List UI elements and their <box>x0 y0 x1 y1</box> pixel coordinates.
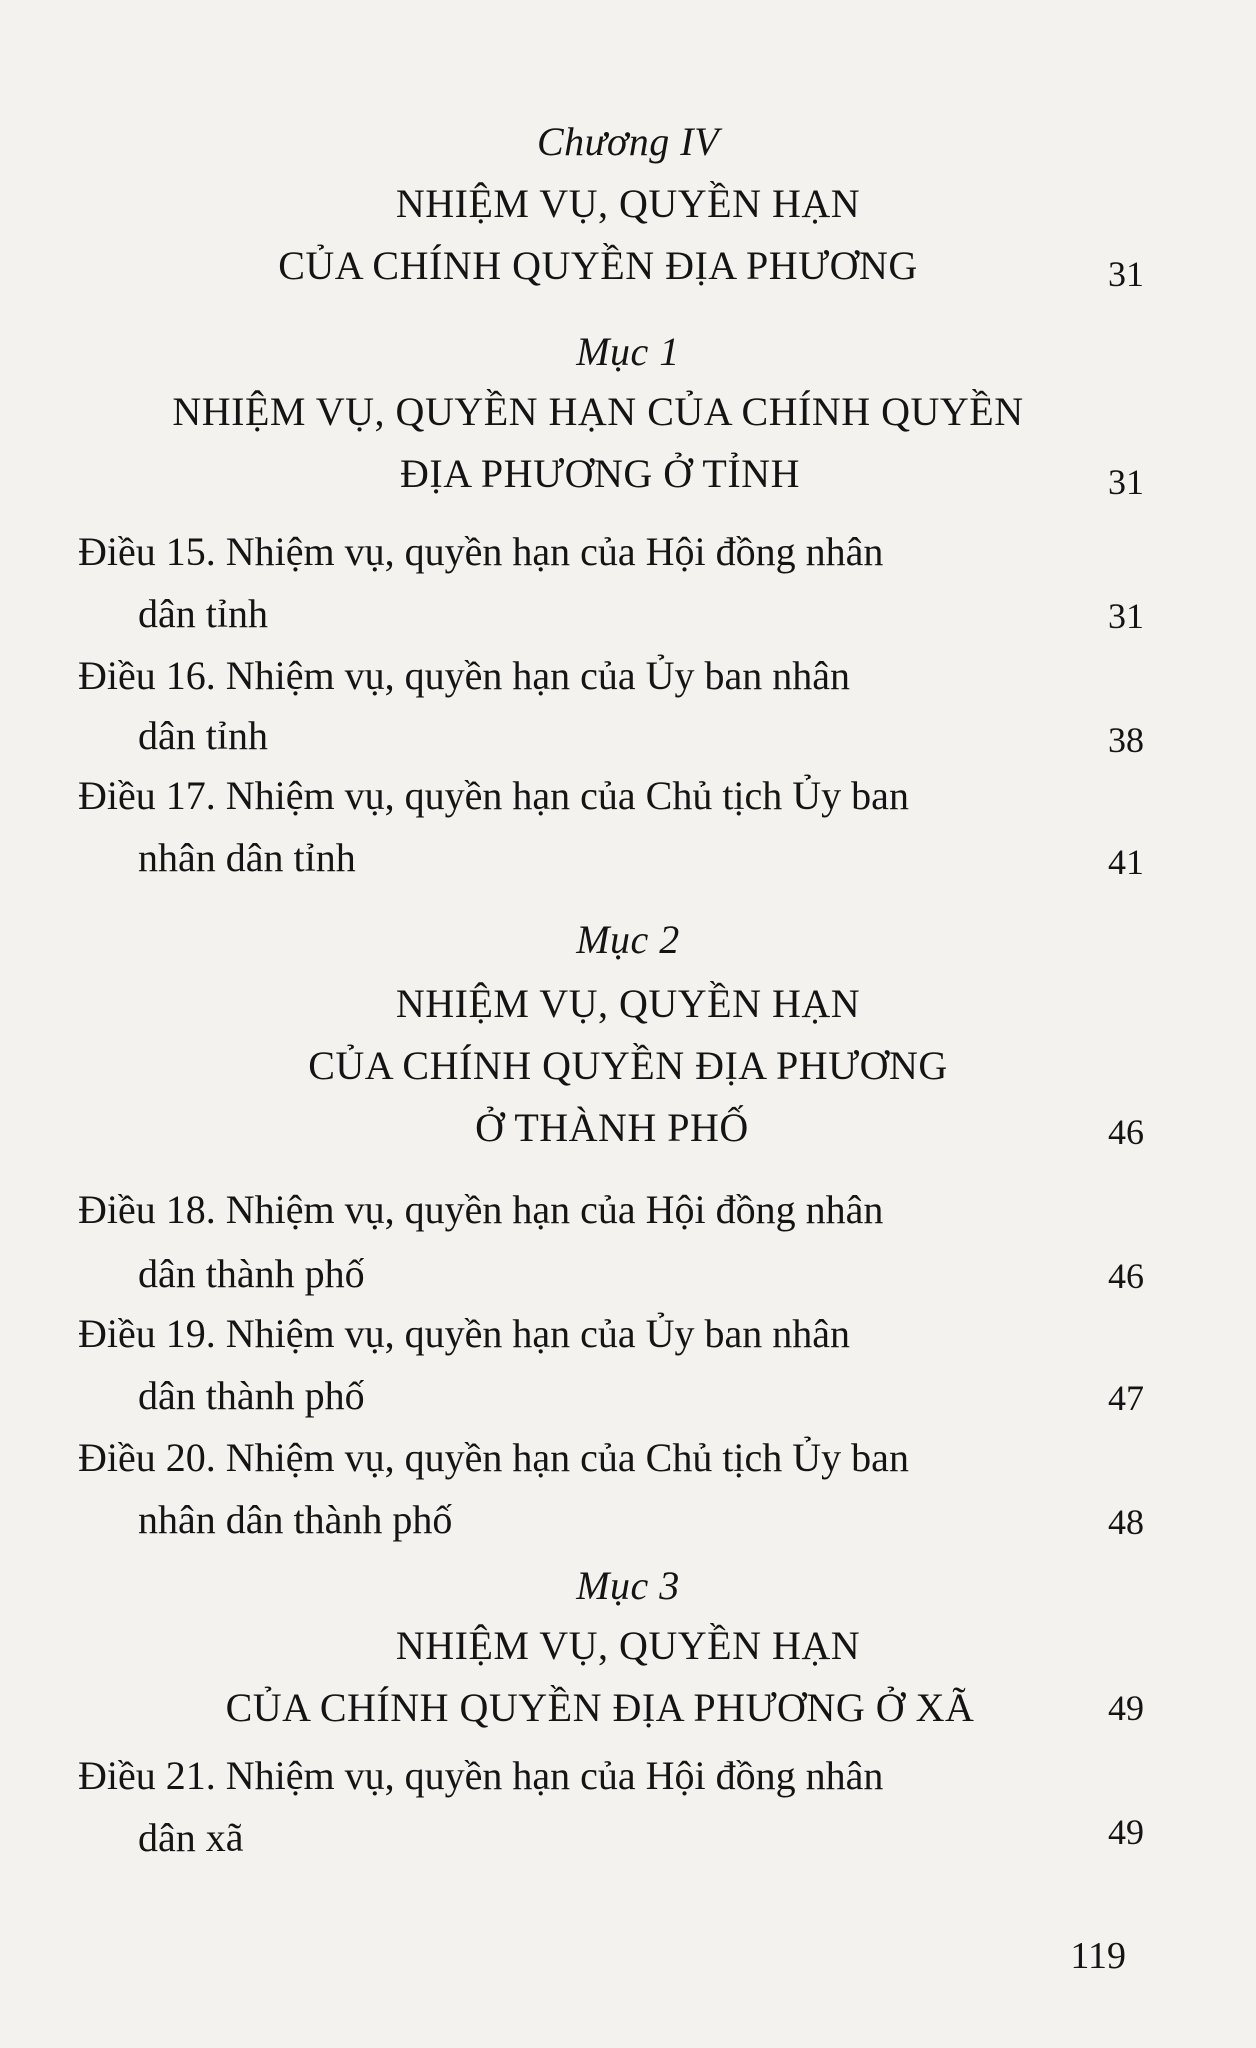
article-18-line2: dân thành phố <box>138 1251 365 1296</box>
article-21-page-number: 49 <box>1108 1812 1144 1852</box>
article-19-line2: dân thành phố <box>138 1373 365 1418</box>
section-3-title-line2: CỦA CHÍNH QUYỀN ĐỊA PHƯƠNG Ở XÃ <box>225 1685 975 1730</box>
article-18-line1: Điều 18. Nhiệm vụ, quyền hạn của Hội đồng nhân <box>78 1187 884 1232</box>
article-18-page-number: 46 <box>1108 1256 1144 1296</box>
article-20-line2: nhân dân thành phố <box>138 1497 453 1542</box>
article-15-line2: dân tỉnh <box>138 591 268 636</box>
article-19-page-number: 47 <box>1108 1378 1144 1418</box>
article-21-line1: Điều 21. Nhiệm vụ, quyền hạn của Hội đồng nhân <box>78 1753 884 1798</box>
article-17-page-number: 41 <box>1108 842 1144 882</box>
section-1-label: Mục 1 <box>576 329 680 374</box>
section-1-title-line2: ĐỊA PHƯƠNG Ở TỈNH <box>400 451 800 496</box>
article-15-page-number: 31 <box>1108 596 1144 636</box>
section-3-page-number: 49 <box>1108 1688 1144 1728</box>
chapter-title-line1: NHIỆM VỤ, QUYỀN HẠN <box>395 181 861 226</box>
section-1-title-line1: NHIỆM VỤ, QUYỀN HẠN CỦA CHÍNH QUYỀN <box>172 389 1024 434</box>
chapter-label: Chương IV <box>536 119 720 164</box>
chapter-page-number: 31 <box>1108 254 1144 294</box>
section-1-page-number: 31 <box>1108 462 1144 502</box>
article-16-line1: Điều 16. Nhiệm vụ, quyền hạn của Ủy ban nhân <box>78 653 851 698</box>
section-3-label: Mục 3 <box>576 1563 680 1608</box>
article-17-line2: nhân dân tỉnh <box>138 835 356 880</box>
article-21-line2: dân xã <box>138 1815 244 1860</box>
chapter-title-line2: CỦA CHÍNH QUYỀN ĐỊA PHƯƠNG <box>278 243 918 288</box>
article-19-line1: Điều 19. Nhiệm vụ, quyền hạn của Ủy ban nhân <box>78 1311 851 1356</box>
page-folio-number: 119 <box>1070 1935 1126 1977</box>
section-2-title-line2: CỦA CHÍNH QUYỀN ĐỊA PHƯƠNG <box>308 1043 948 1088</box>
article-16-line2: dân tỉnh <box>138 713 268 758</box>
section-2-page-number: 46 <box>1108 1112 1144 1152</box>
article-20-page-number: 48 <box>1108 1502 1144 1542</box>
section-2-label: Mục 2 <box>576 917 680 962</box>
section-2-title-line3: Ở THÀNH PHỐ <box>475 1105 749 1150</box>
article-20-line1: Điều 20. Nhiệm vụ, quyền hạn của Chủ tịch Ủy ban <box>78 1435 909 1480</box>
article-15-line1: Điều 15. Nhiệm vụ, quyền hạn của Hội đồng nhân <box>78 529 884 574</box>
article-17-line1: Điều 17. Nhiệm vụ, quyền hạn của Chủ tịch Ủy ban <box>78 773 909 818</box>
section-3-title-line1: NHIỆM VỤ, QUYỀN HẠN <box>395 1623 861 1668</box>
section-2-title-line1: NHIỆM VỤ, QUYỀN HẠN <box>395 981 861 1026</box>
article-16-page-number: 38 <box>1108 720 1144 760</box>
